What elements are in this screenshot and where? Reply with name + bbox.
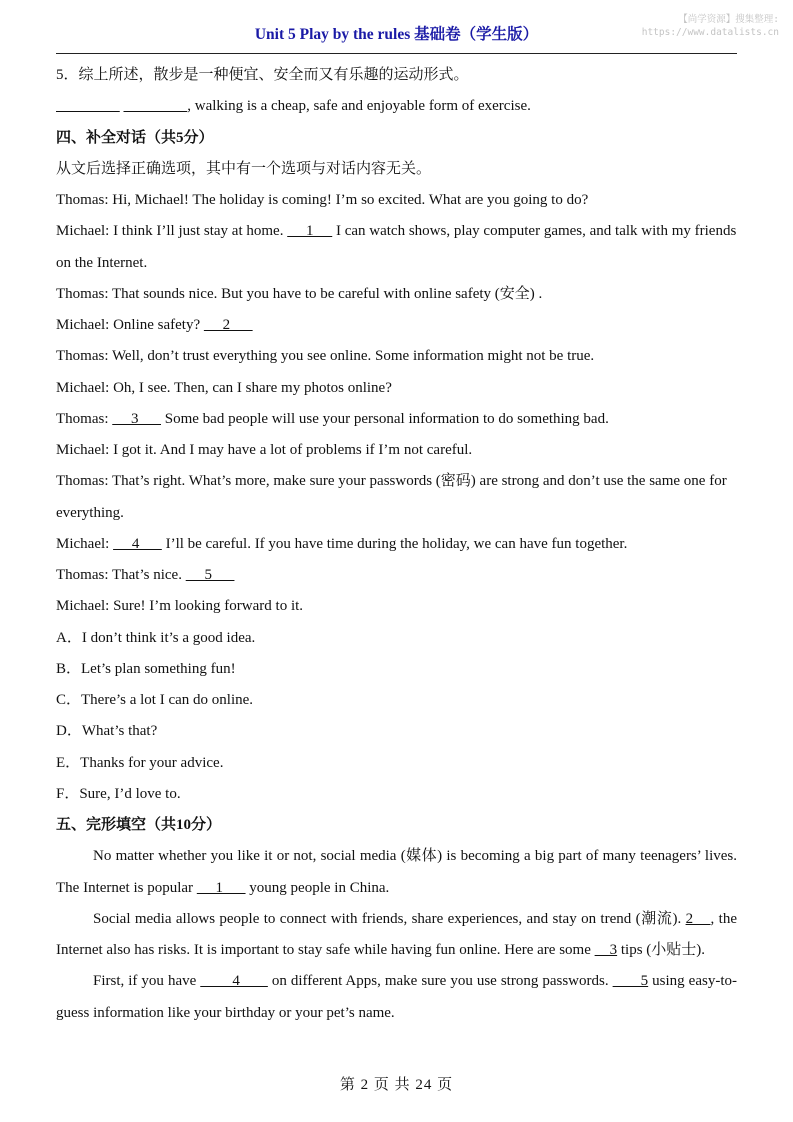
paragraph (56, 685, 737, 716)
paragraph (56, 435, 737, 466)
text: First, if you have (93, 973, 201, 990)
paragraph (56, 154, 737, 185)
text: Michael: Online safety? (56, 317, 204, 333)
text: Thomas: Well, don’t trust everything you see online. Some information might not be true. (56, 348, 595, 365)
answer-blank: 3 (594, 942, 618, 958)
paragraph (56, 591, 737, 622)
answer-blank: 4 (200, 973, 268, 990)
watermark-line-1: 【尚学资源】搜集整理: (678, 14, 779, 25)
text: 五、完形填空（共10分） (56, 817, 222, 833)
text: 5．综上所述，散步是一种便宜、安全而又有乐趣的运动形式。 (56, 67, 469, 83)
document-body (56, 60, 737, 1029)
text: D．What’s that? (56, 723, 158, 740)
text: Thomas: That’s nice. (56, 567, 186, 583)
text: A．I don’t think it’s a good idea. (56, 629, 256, 646)
paragraph (56, 404, 737, 435)
answer-blank (56, 98, 120, 114)
watermark-line-2: https://www.datalists.cn (641, 27, 779, 38)
answer-blank: 4 (113, 535, 162, 552)
answer-blank: 2 (203, 317, 253, 333)
page-header-title: Unit 5 Play by the rules 基础卷（学生版） (254, 26, 539, 43)
answer-blank: 1 (196, 879, 246, 896)
paragraph (56, 341, 737, 372)
paragraph (56, 716, 737, 747)
paragraph (56, 91, 737, 122)
answer-blank: 1 (287, 223, 333, 240)
text: F．Sure, I’d love to. (56, 785, 181, 802)
paragraph (56, 60, 737, 91)
text: I can watch shows, play computer games, and talk with my friends on the Internet. (56, 223, 737, 271)
paragraph (56, 310, 737, 341)
answer-blank: 5 (185, 567, 235, 583)
paragraph (56, 623, 737, 654)
text: Michael: I think I’ll just stay at home. (56, 223, 288, 240)
text: Michael: I got it. And I may have a lot of problems if I’m not careful. (56, 442, 473, 458)
text: B．Let’s plan something fun! (56, 660, 236, 677)
text: using easy-to-guess information like your birthday or your pet’s name. (56, 973, 737, 1021)
paragraph (56, 779, 737, 810)
text: Michael: (56, 535, 114, 552)
answer-blank: 2 (685, 910, 711, 927)
text: young people in China. (245, 879, 390, 896)
section-heading (56, 810, 737, 841)
text: Some bad people will use your personal information to do something bad. (161, 410, 609, 427)
paragraph (56, 216, 737, 279)
paragraph (56, 529, 737, 560)
text: Thomas: (56, 410, 113, 427)
paragraph (56, 466, 737, 529)
text: Michael: Oh, I see. Then, can I share my photos online? (56, 379, 392, 396)
watermark (642, 13, 779, 39)
text: Thomas: That sounds nice. But you have to be careful with online safety (安全) . (56, 285, 543, 302)
paragraph (56, 185, 737, 216)
text: Thomas: That’s right. What’s more, make sure your passwords (密码) are strong and don’t use the same one for everything. (56, 473, 727, 521)
text: E．Thanks for your advice. (56, 754, 224, 771)
text: C．There’s a lot I can do online. (56, 692, 254, 708)
paragraph (56, 654, 737, 685)
text: tips (小贴士). (617, 942, 706, 958)
text: Thomas: Hi, Michael! The holiday is coming! I’m so excited. What are you going to do? (56, 192, 589, 208)
text: I’ll be careful. If you have time during the holiday, we can have fun together. (161, 535, 628, 552)
text: 四、补全对话（共5分） (56, 129, 214, 146)
paragraph (56, 904, 737, 967)
answer-blank: 5 (612, 973, 649, 990)
paragraph (56, 966, 737, 1029)
answer-blank (124, 98, 188, 114)
text: Social media allows people to connect with friends, share experiences, and stay on trend (潮流). (93, 910, 686, 927)
text: on different Apps, make sure you use strong passwords. (267, 973, 613, 990)
text: , walking is a cheap, safe and enjoyable form of exercise. (187, 98, 531, 115)
text: , the Internet also has risks. It is important to stay safe while having fun online. Here are some (56, 910, 737, 958)
paragraph (56, 279, 737, 310)
text: 从文后选择正确选项，其中有一个选项与对话内容无关。 (56, 160, 432, 177)
paragraph (56, 560, 737, 591)
page-number: 第 2 页 共 24 页 (339, 1077, 454, 1093)
section-heading (56, 123, 737, 154)
header-divider (56, 53, 737, 54)
paragraph (56, 748, 737, 779)
text: No matter whether you like it or not, social media (媒体) is becoming a big part of many teenagers’ lives. The Internet is popular (56, 848, 737, 896)
text: Michael: Sure! I’m looking forward to it. (56, 598, 304, 615)
paragraph (56, 841, 737, 904)
paragraph (56, 373, 737, 404)
answer-blank: 3 (112, 410, 161, 427)
